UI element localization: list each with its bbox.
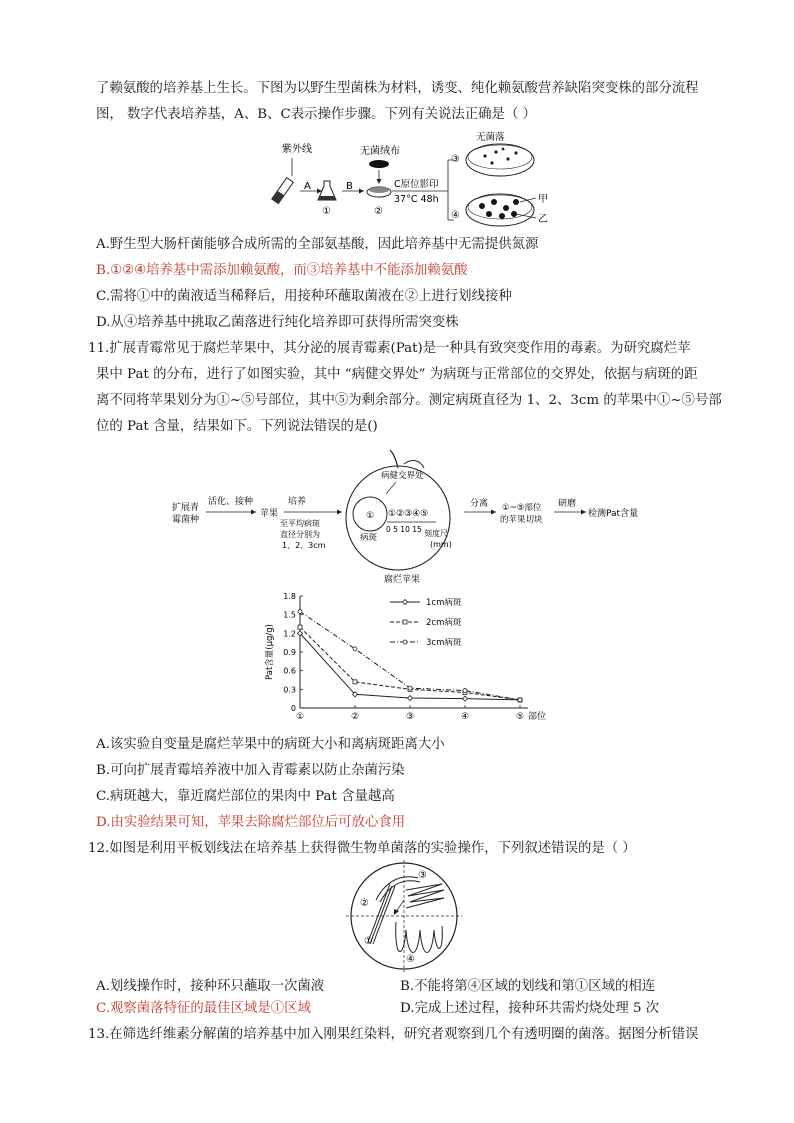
q11-stem-line1: 11.扩展青霉常见于腐烂苹果中，其分泌的展青霉素(Pat)是一种具有致突变作用的毒素。为研究腐烂苹 [88,341,691,356]
culture-cond-line3: 1、2、3cm [282,541,326,550]
medium-3-label: ③ [451,154,460,165]
pat-content-line-chart [260,588,560,728]
no-colony-label: 无菌落 [476,132,505,143]
q10-stem-line1: 了赖氨酸的培养基上生长。下图为以野生型菌株为材料，诱变、纯化赖氨酸营养缺陷突变株的部分流程 [96,81,699,96]
y-tick-label: 0 [290,704,296,713]
q11-option-d: D.由实验结果可知，苹果去除腐烂部位后可放心食用 [96,815,406,830]
x-tick-label: ③ [405,712,415,722]
x-tick-label: ④ [460,712,470,722]
data-point [298,625,302,629]
plate-3-icon [466,144,534,176]
data-point [353,647,357,651]
step-b-label: B [346,181,353,192]
q13-stem: 13.在筛选纤维素分解菌的培养基中加入刚果红染料，研究者观察到几个有透明圈的菌落。据图分析错误 [88,1027,699,1042]
ruler-label-line1: 刻度尺 [424,529,448,538]
rotten-apple-label: 腐烂苹果 [384,575,421,585]
x-tick-label: ⑤ [515,712,525,722]
zone-numbers: ①②③④⑤ [388,509,429,519]
y-tick-label: 0.3 [283,685,296,695]
data-point [353,680,357,684]
lesion-label: 病斑 [360,533,378,543]
data-point [463,689,467,693]
zone-1-label: ① [364,936,373,947]
legend-marker [403,600,408,605]
x-tick-label: ② [350,712,360,722]
plate-2-icon [367,187,391,197]
q11-stem-line3: 离不同将苹果划分为①~⑤号部位，其中⑤为剩余部分。测定病斑直径为 1、2、3cm 的苹果中①~⑤号部 [96,393,722,408]
culture-cond-line1: 至平均病斑 [280,519,320,528]
y-tick-label: 0.6 [283,666,296,676]
strain-label-line2: 霉菌种 [172,515,200,525]
incubation-label: 37°C 48h [394,194,439,205]
apple-stem [390,450,398,468]
q12-option-c: C.观察菌落特征的最佳区域是①区域 [96,1001,311,1016]
uv-label: 紫外线 [282,144,312,155]
ruler-scale: 0 5 10 15 [386,525,422,534]
y-tick-label: 1.2 [283,629,296,639]
colony-jia-label: 甲 [538,194,548,205]
y-tick-label: 1.5 [283,610,296,620]
legend-label: 1cm病斑 [426,598,462,608]
plate-4-icon [466,194,534,226]
q12-option-d: D.完成上述过程，接种环共需灼烧处理 5 次 [400,1001,660,1016]
q11-option-c: C.病斑越大，靠近腐烂部位的果肉中 Pat 含量越高 [96,789,395,804]
q10-option-b: B.①②④培养基中需添加赖氨酸，而③培养基中不能添加赖氨酸 [96,263,468,278]
ruler-label-line2: (mm) [430,540,452,549]
streak-zone-1 [368,884,395,944]
replica-label: C原位影印 [394,179,439,190]
q11-option-b: B.可向扩展青霉培养液中加入青霉素以防止杂菌污染 [96,763,405,778]
x-tick-label: ① [295,712,305,722]
culture-cond-line2: 直径分别为 [280,530,320,539]
q11-stem-line2: 果中 Pat 的分布，进行了如图实验，其中 “病健交界处” 为病斑与正常部位的交界处，依据与病斑的距 [96,367,698,382]
lesion-zone-1: ① [366,511,375,521]
strain-label-line1: 扩展青 [172,503,200,513]
streak-zone-4 [396,922,443,953]
velvet-pad-icon [369,160,389,168]
x-axis-label: 部位 [528,712,547,722]
streak-zone-3 [406,884,444,908]
mutant-screening-flow-figure [270,128,560,228]
legend-marker [403,620,407,624]
q10-option-d: D.从④培养基中挑取乙菌落进行纯化培养即可获得所需突变株 [96,315,459,330]
streak-zone-2 [376,877,420,902]
data-point [518,698,522,702]
medium-2-label: ② [374,206,383,217]
pat-experiment-flow-figure [168,440,648,590]
medium-1-label: ① [322,206,331,217]
q12-stem: 12.如图是利用平板划线法在培养基上获得微生物单菌落的实验操作，下列叙述错误的是（ ） [88,841,636,856]
data-point [408,686,412,690]
legend-label: 3cm病斑 [426,638,462,648]
velvet-label: 无菌绒布 [360,146,400,157]
zone-3-label: ③ [418,870,427,881]
culture-label: 培养 [288,497,307,507]
detect-label: 检测Pat含量 [588,509,639,519]
parts-label-line2: 的苹果切块 [500,515,543,525]
legend-marker [403,640,407,644]
grind-label: 研磨 [558,499,577,509]
parts-label-line1: ①~⑤部位 [502,503,542,513]
q12-option-b: B.不能将第④区域的划线和第①区域的相连 [400,979,656,994]
q10-option-a: A.野生型大肠杆菌能够合成所需的全部氨基酸，因此培养基中无需提供氮源 [96,237,539,252]
border-label: 病健交界处 [381,471,424,481]
medium-4-label: ④ [451,210,460,221]
legend-label: 2cm病斑 [426,618,462,628]
activate-label: 活化、接种 [208,497,254,507]
data-point [408,696,413,701]
data-point [463,696,468,701]
y-tick-label: 0.9 [283,648,296,657]
q10-stem-line2: 图， 数字代表培养基，A、B、C表示操作步骤。下列有关说法正确是（ ） [96,107,536,122]
colony-yi-label: 乙 [538,214,548,225]
apple-label: 苹果 [260,509,279,519]
step-a-label: A [304,181,311,192]
q11-stem-line4: 位的 Pat 含量，结果如下。下列说法错误的是() [96,419,378,434]
test-tube-icon [272,178,293,204]
zone-2-label: ② [360,898,369,909]
separate-label: 分离 [470,499,489,509]
zone-4-label: ④ [406,954,415,965]
q11-option-a: A.该实验自变量是腐烂苹果中的病斑大小和离病斑距离大小 [96,737,445,752]
streak-plate-figure [346,860,462,972]
y-tick-label: 1.8 [283,592,296,601]
y-axis-label: Pat含量(μg/g) [265,624,275,680]
data-point [298,610,302,614]
q12-option-a: A.划线操作时，接种环只蘸取一次菌液 [96,979,325,994]
q10-option-c: C.需将①中的菌液适当稀释后，用接种环蘸取菌液在②上进行划线接种 [96,289,512,304]
